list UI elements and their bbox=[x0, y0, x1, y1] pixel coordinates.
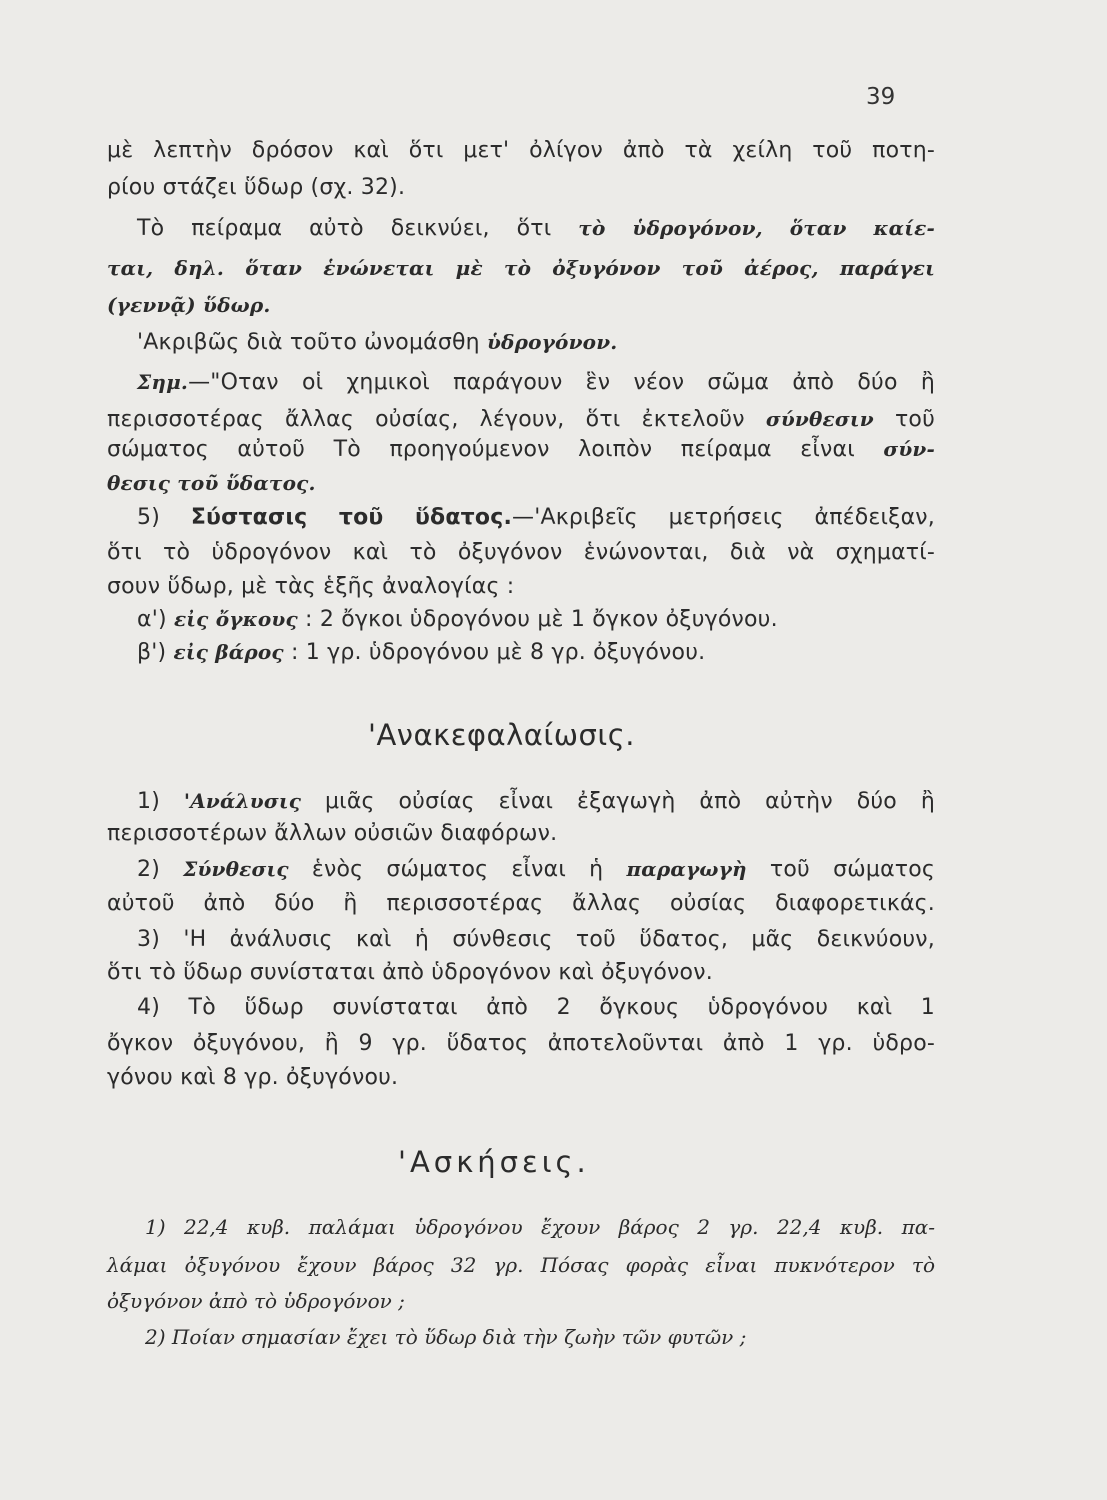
text-span: μιᾶς οὐσίας εἶναι ἐξαγωγὴ ἀπὸ αὐτὴν δύο ἢ bbox=[301, 789, 935, 814]
text-span: α') bbox=[137, 607, 174, 632]
text-span: 1) bbox=[137, 789, 184, 814]
text-line bbox=[107, 468, 935, 499]
section-title: Σύστασις τοῦ ὕδατος. bbox=[190, 505, 513, 530]
text-span: 2) Ποίαν σημασίαν ἔχει τὸ ὕδωρ διὰ τὴν ζωὴν τῶν φυτῶν ; bbox=[145, 1325, 747, 1349]
text-span: : 2 ὄγκοι ὑδρογόνου μὲ 1 ὄγκον ὀξυγόνου. bbox=[297, 607, 778, 632]
text-line bbox=[137, 327, 935, 358]
text-line bbox=[107, 1029, 935, 1059]
text-line bbox=[107, 819, 935, 849]
text-span: 3) 'Η ἀνάλυσις καὶ ἡ σύνθεσις τοῦ ὕδατος, μᾶς δεικνύουν, bbox=[137, 927, 935, 952]
text-line bbox=[137, 854, 935, 885]
text-span: ρίου στάζει ὕδωρ (σχ. 32). bbox=[107, 175, 406, 200]
text-line bbox=[107, 290, 935, 321]
text-line bbox=[107, 572, 935, 602]
emphasis-span: παραγωγὴ bbox=[626, 857, 747, 881]
text-span: ὅτι τὸ ὑδρογόνον καὶ τὸ ὀξυγόνον ἑνώνονται, διὰ νὰ σχηματί- bbox=[107, 540, 935, 565]
text-span: σουν ὕδωρ, μὲ τὰς ἑξῆς ἀναλογίας : bbox=[107, 574, 515, 599]
list-item bbox=[137, 637, 935, 668]
summary-heading: 'Ανακεφαλαίωσις. bbox=[368, 718, 635, 752]
text-line bbox=[107, 958, 935, 988]
text-line bbox=[107, 434, 935, 465]
text-line bbox=[137, 503, 935, 533]
text-span: περισσοτέρας ἄλλας οὐσίας, λέγουν, ὅτι ἐκτελοῦν bbox=[107, 407, 766, 432]
exercise-line bbox=[145, 1212, 935, 1242]
text-span: ὅτι τὸ ὕδωρ συνίσταται ἀπὸ ὑδρογόνον καὶ ὀξυγόνον. bbox=[107, 960, 713, 985]
text-span: 1) 22,4 κυβ. παλάμαι ὑδρογόνου ἔχουν βάρος 2 γρ. 22,4 κυβ. πα- bbox=[145, 1215, 935, 1239]
emphasis-span: 'Ανάλυσις bbox=[183, 789, 302, 813]
text-line bbox=[107, 136, 935, 166]
text-line bbox=[107, 889, 935, 919]
text-span: β') bbox=[137, 640, 174, 665]
text-span: 4) Τὸ ὕδωρ συνίσταται ἀπὸ 2 ὄγκους ὑδρογόνου καὶ 1 bbox=[137, 995, 935, 1020]
text-span: αὐτοῦ ἀπὸ δύο ἢ περισσοτέρας ἄλλας οὐσίας διαφορετικάς. bbox=[107, 891, 935, 916]
text-span: ὄγκον ὀξυγόνου, ἢ 9 γρ. ὕδατος ἀποτελοῦνται ἀπὸ 1 γρ. ὑδρο- bbox=[107, 1031, 935, 1056]
exercise-line bbox=[107, 1250, 935, 1280]
emphasis-span: εἰς ὄγκους bbox=[173, 607, 298, 631]
text-span: —'Ακριβεῖς μετρήσεις ἀπέδειξαν, bbox=[512, 505, 935, 530]
emphasis-span: σύνθεσιν bbox=[765, 407, 874, 431]
text-line bbox=[107, 1063, 935, 1093]
text-span: 5) bbox=[137, 505, 191, 530]
emphasis-span: θεσις τοῦ ὕδατος. bbox=[107, 471, 316, 495]
list-item bbox=[137, 604, 935, 635]
emphasis-span: τὸ ὑδρογόνον, ὅταν καίε- bbox=[578, 216, 936, 240]
text-span: τοῦ bbox=[873, 407, 935, 432]
emphasis-span: Σημ. bbox=[137, 370, 189, 394]
exercises-heading: 'Ασκήσεις. bbox=[398, 1145, 590, 1179]
emphasis-span: Σύνθεσις bbox=[183, 857, 289, 881]
text-span: περισσοτέρων ἄλλων οὐσιῶν διαφόρων. bbox=[107, 821, 558, 846]
emphasis-span: σύν- bbox=[883, 437, 935, 461]
text-line bbox=[137, 925, 935, 955]
text-line bbox=[107, 538, 935, 568]
text-line bbox=[107, 404, 935, 435]
text-span: μὲ λεπτὴν δρόσον καὶ ὅτι μετ' ὀλίγον ἀπὸ τὰ χείλη τοῦ ποτη- bbox=[107, 138, 935, 163]
emphasis-span: ται, δηλ. ὅταν ἑνώνεται μὲ τὸ ὀξυγόνον τοῦ ἀέρος, παράγει bbox=[107, 256, 935, 280]
text-line bbox=[107, 253, 935, 284]
text-span: ὀξυγόνον ἀπὸ τὸ ὑδρογόνον ; bbox=[107, 1289, 405, 1313]
text-line bbox=[107, 173, 935, 203]
emphasis-span: ὑδρογόνον. bbox=[486, 330, 618, 354]
exercise-line bbox=[145, 1322, 935, 1352]
text-line bbox=[137, 367, 935, 398]
text-span: : 1 γρ. ὑδρογόνου μὲ 8 γρ. ὀξυγόνου. bbox=[283, 640, 706, 665]
text-span: —"Οταν οἱ χημικοὶ παράγουν ἓν νέον σῶμα ἀπὸ δύο ἢ bbox=[188, 370, 935, 395]
text-line bbox=[137, 786, 935, 817]
text-span: λάμαι ὀξυγόνου ἔχουν βάρος 32 γρ. Πόσας φορὰς εἶναι πυκνότερον τὸ bbox=[107, 1253, 935, 1277]
emphasis-span: (γεννᾷ) ὕδωρ. bbox=[107, 293, 271, 317]
exercise-line bbox=[107, 1286, 935, 1316]
text-span: 'Ακριβῶς διὰ τοῦτο ὠνομάσθη bbox=[137, 330, 487, 355]
text-span: τοῦ σώματος bbox=[746, 857, 935, 882]
text-line bbox=[137, 993, 935, 1023]
text-line bbox=[137, 213, 935, 244]
text-span: Τὸ πείραμα αὐτὸ δεικνύει, ὅτι bbox=[137, 216, 579, 241]
text-span: γόνου καὶ 8 γρ. ὀξυγόνου. bbox=[107, 1065, 399, 1090]
emphasis-span: εἰς βάρος bbox=[173, 640, 284, 664]
text-span: σώματος αὐτοῦ Τὸ προηγούμενον λοιπὸν πείραμα εἶναι bbox=[107, 437, 884, 462]
text-span: 2) bbox=[137, 857, 184, 882]
page-number: 39 bbox=[866, 84, 896, 110]
text-span: ἑνὸς σώματος εἶναι ἡ bbox=[288, 857, 627, 882]
